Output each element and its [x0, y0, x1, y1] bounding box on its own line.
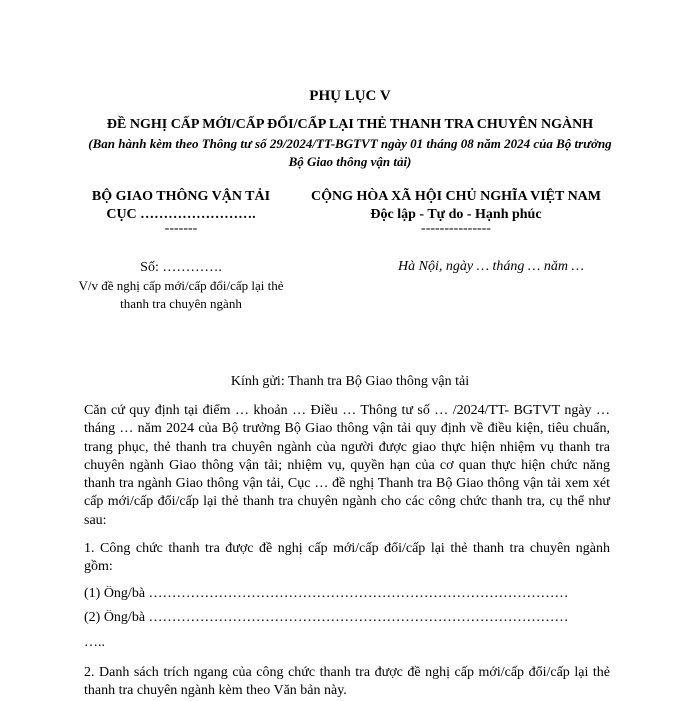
- ellipsis-line: …..: [84, 635, 105, 650]
- officer-line-2: (2) Ông/bà ………………………………………………………………………………: [84, 610, 569, 625]
- agency-block: [72, 188, 290, 238]
- document-subtitle: ĐỀ NGHỊ CẤP MỚI/CẤP ĐỔI/CẤP LẠI THẺ THANH TRA CHUYÊN NGÀNH: [106, 117, 594, 132]
- body-paragraph-officers: 1. Công chức thanh tra được đề nghị cấp mới/cấp đổi/cấp lại thẻ thanh tra chuyên ngành gồm:: [84, 541, 610, 575]
- place-date: Hà Nội, ngày … tháng … năm …: [398, 259, 584, 274]
- ministry-name: BỘ GIAO THÔNG VẬN TẢI: [91, 189, 271, 204]
- nation-block: [280, 188, 632, 238]
- document-subject: V/v đề nghị cấp mới/cấp đổi/cấp lại thẻ thanh tra chuyên ngành: [78, 278, 284, 311]
- body-paragraph-basis: Căn cứ quy định tại điểm … khoản … Điều … Thông tư số … /2024/TT- BGTVT ngày … tháng … năm 2024 của Bộ trưởng Bộ Giao thông vận tải quy định về điều kiện, tiêu chuẩn, trang phục, thẻ thanh tra chuyên ngành của người được giao thực hiện nhiệm vụ thanh tra chuyên ngành Giao thông vận tải; nhiệm vụ, quyền hạn của cơ quan thực hiện chức năng thanh tra ngành Giao thông vận tải, Cục … đề nghị Thanh tra Bộ Giao thông vận tải xem xét cấp mới/cấp đổi/cấp lại thẻ thanh tra chuyên ngành cho các công chức thanh tra, cụ thể như sau:: [84, 403, 610, 528]
- recipient-line: Kính gửi: Thanh tra Bộ Giao thông vận tải: [230, 374, 470, 389]
- appendix-title: PHỤ LỤC V: [309, 88, 391, 104]
- nation-rule: ---------------: [421, 221, 491, 236]
- issuance-note: (Ban hành kèm theo Thông tư số 29/2024/TT-BGTVT ngày 01 tháng 08 năm 2024 của Bộ trưởng Bộ Giao thông vận tải): [88, 136, 612, 169]
- nation-motto: Độc lập - Tự do - Hạnh phúc: [370, 207, 542, 222]
- agency-rule: -------: [164, 221, 198, 236]
- document-number: Số: ………….: [140, 260, 222, 275]
- department-name: CỤC …………………….: [106, 207, 256, 222]
- officer-line-1: (1) Ông/bà ………………………………………………………………………………: [84, 586, 569, 601]
- nation-name: CỘNG HÒA XÃ HỘI CHỦ NGHĨA VIỆT NAM: [310, 189, 601, 204]
- body-paragraph-attachment: 2. Danh sách trích ngang của công chức thanh tra được đề nghị cấp mới/cấp đổi/cấp lại thẻ thanh tra chuyên ngành kèm theo Văn bản này.: [84, 665, 610, 699]
